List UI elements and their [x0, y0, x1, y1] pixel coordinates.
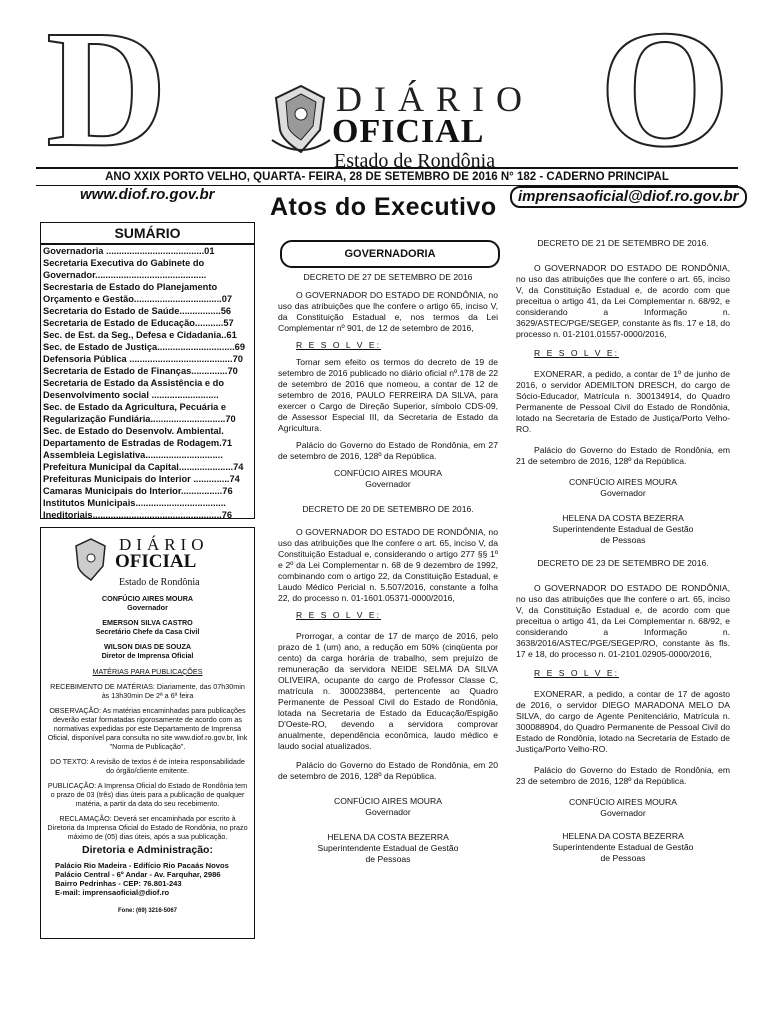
resolve-label: R E S O L V E: — [296, 340, 381, 350]
address-line-3: Bairro Pedrinhas - CEP: 76.801-243 — [55, 879, 182, 888]
signature-name: HELENA DA COSTA BEZERRA — [327, 832, 449, 842]
resolve-label: R E S O L V E: — [534, 348, 619, 358]
summary-title: SUMÁRIO — [41, 223, 254, 245]
decree-paragraph: EXONERAR, a pedido, a contar de 1º de junho de 2016, o servidor ADEMILTON DRESCH, do cargo de Sócio-Educador, Matrícula n. 300134914, do Quadro Permanente de Pessoal Civil do Estado de Rondônia, lotado na Secretaria de Estado de Justiça/Porto Velho-RO. — [516, 369, 730, 434]
summary-item: Camaras Municipais do Interior................76 — [43, 486, 233, 496]
signature-role: Governador — [600, 488, 646, 498]
summary-item: Institutos Municipais................................... — [43, 498, 226, 508]
decree-title: DECRETO DE 23 DE SETEMBRO DE 2016. — [537, 558, 709, 568]
summary-box — [40, 222, 255, 519]
decree-paragraph: Palácio do Governo do Estado de Rondônia, em 23 de setembro de 2016, 128º da República. — [516, 765, 730, 786]
summary-item: Orçamento e Gestão..................................07 — [43, 294, 233, 304]
credits-diario: DIÁRIO — [119, 535, 209, 554]
signature-role: de Pessoas — [365, 854, 411, 864]
recebimento-text: RECEBIMENTO DE MATÉRIAS: Diariamente, das 07h30min às 13h30min De 2ª a 6ª feira — [50, 682, 245, 700]
resolve-label: R E S O L V E: — [534, 668, 619, 678]
signature-role: Governador — [600, 808, 646, 818]
decree-title: DECRETO DE 27 DE SETEMBRO DE 2016 — [303, 272, 473, 282]
governor-name: CONFÚCIO AIRES MOURA — [101, 594, 194, 603]
credits-logo — [41, 532, 254, 592]
decree-title: DECRETO DE 21 DE SETEMBRO DE 2016. — [537, 238, 709, 248]
state-coat-of-arms-icon — [71, 536, 111, 586]
summary-item: Secretaria de Estado de Educação...........57 — [43, 318, 234, 328]
resolve-label: R E S O L V E: — [296, 610, 381, 620]
address-line-1: Palácio Rio Madeira - Edifício Rio Pacaás Novos — [55, 861, 229, 870]
summary-item: Prefeituras Municipais do Interior ..............74 — [43, 474, 240, 484]
secretary-role: Secretário Chefe da Casa Civil — [95, 627, 200, 636]
signature-name: CONFÚCIO AIRES MOURA — [334, 468, 442, 478]
decree-paragraph: Palácio do Governo do Estado de Rondônia, em 27 de setembro de 2016, 128º da República. — [278, 440, 498, 461]
summary-item: Secrestaria de Estado do Planejamento — [43, 282, 218, 292]
signature-role: de Pessoas — [600, 853, 646, 863]
decree-paragraph: O GOVERNADOR DO ESTADO DE RONDÔNIA, no uso das atribuições que lhe confere o art. 65, inciso V, da Constituição Estadual e, de acordo com que preceitua o artigo 41, da Lei Complementar n. 68/92, e considerando a Informação n. 3638/2016/ASTEC/PGE/SEGEP/RO, constante às fls. 17 e 18, do processo n. 01-2101.02905-0000/2016, — [516, 583, 730, 659]
summary-item: Secretaria do Estado de Saúde................56 — [43, 306, 232, 316]
admin-title: Diretoria e Administração: — [82, 844, 213, 856]
summary-item: Secretaria de Estado da Assistência e do — [43, 378, 225, 388]
summary-item: Ineditoriais..................................................76 — [43, 510, 233, 520]
masthead-letter-d: D — [46, 0, 168, 182]
column-right — [516, 238, 730, 864]
signature-role: Superintendente Estadual de Gestão — [552, 524, 694, 534]
signature-name: CONFÚCIO AIRES MOURA — [569, 797, 677, 807]
decree-paragraph: Palácio do Governo do Estado de Rondônia, em 21 de setembro de 2016, 128º da República. — [516, 445, 730, 466]
signature-role: de Pessoas — [600, 535, 646, 545]
masthead-credits-box — [40, 527, 255, 939]
decree-paragraph: Tornar sem efeito os termos do decreto de 19 de setembro de 2016 publicado no diário oficial nº.178 de 22 de setembro de 2016 que nomeou, a contar de 12 de setembro de 2016, PAULO FERREIRA DA SILVA, para exercer o Cargo de Direção Superior, símbolo CDS-09, de Assessor Especial III, da Secretaria de Estado da Agricultura. — [278, 357, 498, 433]
decree-paragraph: O GOVERNADOR DO ESTADO DE RONDÔNIA, no uso das atribuições que lhe confere o artigo 65, inciso V, da Constituição Estadual e, nos termos da Lei Complementar nº 901, de 12 de setembro de 2016, — [278, 290, 498, 333]
masthead-subtitle: Estado de Rondônia — [334, 150, 496, 172]
email-link[interactable]: imprensaoficial@diof.ro.gov.br — [510, 186, 747, 208]
masthead-title-oficial: OFICIAL — [332, 113, 485, 150]
summary-list — [41, 245, 254, 521]
section-title: Atos do Executivo — [270, 193, 497, 221]
texto-text: DO TEXTO: A revisão de textos é de inteira responsabilidade do órgão/cliente emitente. — [50, 757, 245, 775]
publicacao-text: PUBLICAÇÃO: A Imprensa Oficial do Estado de Rondônia tem o prazo de 03 (três) dias úteis para a publicação de qualquer matéria, a partir da data do seu recebimento. — [47, 781, 248, 808]
summary-item: Sec. de Estado da Agricultura, Pecuária e — [43, 402, 227, 412]
decree-paragraph: O GOVERNADOR DO ESTADO DE RONDÔNIA, no uso das atribuições que lhe confere o art. 65, inciso V, da Constituição Estadual e, de acordo com que preceitua o artigo 41, da Lei Complementar n. 68/92, e considerando a Informação n. 3629/ASTEC/PGE/SEGEP, constante às fls. 17 e 18, do processo n. 01-2101.01557-0000/2016, — [516, 263, 730, 339]
address-line-2: Palácio Central - 6º Andar - Av. Farquhar, 2986 — [55, 870, 221, 879]
decree-paragraph: EXONERAR, a pedido, a contar de 17 de agosto de 2016, o servidor DIEGO MARADONA MELO DA SILVA, do cargo de Agente Penitenciário, Matrícula n. 300088904, do Quadro Permanente de Pessoal Civil do Estado de Rondônia, lotado na Secretaria de Estado de Justiça/Porto Velho-RO. — [516, 689, 730, 754]
website-link[interactable]: www.diof.ro.gov.br — [80, 186, 215, 203]
signature-name: CONFÚCIO AIRES MOURA — [334, 796, 442, 806]
materias-title: MATÉRIAS PARA PUBLICAÇÕES — [92, 667, 203, 676]
summary-item: Departamento de Estradas de Rodagem.71 — [43, 438, 233, 448]
signature-role: Governador — [365, 479, 411, 489]
governadoria-header: GOVERNADORIA — [280, 240, 500, 268]
summary-item: Desenvolvimento social .......................... — [43, 390, 219, 400]
signature-name: HELENA DA COSTA BEZERRA — [562, 831, 684, 841]
state-coat-of-arms-icon — [266, 80, 336, 160]
masthead-title-diario: DIÁRIO — [336, 79, 534, 119]
signature-role: Superintendente Estadual de Gestão — [552, 842, 694, 852]
governor-role: Governador — [127, 603, 168, 612]
signature-role: Governador — [365, 807, 411, 817]
column-middle — [278, 272, 498, 865]
summary-item: Assembleia Legislativa.............................. — [43, 450, 223, 460]
secretary-name: EMERSON SILVA CASTRO — [102, 618, 193, 627]
summary-item: Governador........................................... — [43, 270, 207, 280]
summary-item: Sec. de Estado de Justiça..............................69 — [43, 342, 246, 352]
phone-number: Fone: (69) 3216-5067 — [117, 908, 178, 914]
issue-line: ANO XXIX PORTO VELHO, QUARTA- FEIRA, 28 DE SETEMBRO DE 2016 N° 182 - CADERNO PRINCIPAL — [36, 167, 738, 186]
signature-role: Superintendente Estadual de Gestão — [317, 843, 459, 853]
summary-item: Prefeitura Municipal da Capital.....................74 — [43, 462, 244, 472]
reclamacao-text: RECLAMAÇÃO: Deverá ser encaminhada por escrito à Diretoria da Imprensa Oficial do Estado de Rondônia, no prazo máximo de (05) dias úteis, após a sua publicação. — [47, 814, 248, 841]
observacao-text: OBSERVAÇÃO: As matérias encaminhadas para publicações deverão estar formatadas rigorosamente de acordo com as normativas expedidas por este Departamento de Imprensa Oficial, disponível para consulta no site www.diof.ro.gov.br, link "Norma de Publicação". — [47, 706, 248, 751]
credits-oficial: OFICIAL — [115, 551, 197, 572]
decree-paragraph: Palácio do Governo do Estado de Rondônia, em 20 de setembro de 2016, 128º da República. — [278, 760, 498, 781]
summary-item: Defensoria Pública ........................................70 — [43, 354, 243, 364]
summary-item: Secretaria Executiva do Gabinete do — [43, 258, 205, 268]
decree-paragraph: Prorrogar, a contar de 17 de março de 2016, pelo prazo de 1 (um) ano, a redução em 50% (cinqüenta por cento) da carga horária de trabalho, sem prejuízo de remuneração da servidora NEIDE SELMA DA SILVA OLIVEIRA, ocupante do cargo de Professor Classe C, matrícula n. 300023884, pertencente ao Quadro Permanente de Pessoal Civil do Estado de Rondônia, lotada na Secretaria de Estado da Educação/Espigão D'Oeste-RO, devendo a servidora comprovar anualmente, dependência econômica, laudo médico e laudo social atualizados. — [278, 631, 498, 751]
decree-paragraph: O GOVERNADOR DO ESTADO DE RONDÔNIA, no uso das atribuições que lhe confere o art. 65, inciso V, da Constituição Estadual e, considerando o artigo 277 §§ 1º e 2º da Lei Complementar n. 68 de 9 dezembro de 1992, combinando com o artigo 22, da Constituição Estadual, e Laudo Médico Pericial n. 5.507/2016, constante a folha 22, do processo n. 01-1601.05371-0000/2016, — [278, 527, 498, 603]
summary-item: Secretaria de Estado de Finanças..............70 — [43, 366, 238, 376]
address-email: E-mail: imprensaoficial@diof.ro — [55, 888, 170, 897]
summary-item: Governadoria ......................................01 — [43, 246, 215, 256]
summary-item: Regularização Fundiária.............................70 — [43, 414, 236, 424]
decree-title: DECRETO DE 20 DE SETEMBRO DE 2016. — [302, 504, 474, 514]
summary-item: Sec. de Est. da Seg., Defesa e Cidadania..61 — [43, 330, 237, 340]
director-name: WILSON DIAS DE SOUZA — [103, 642, 192, 651]
credits-estado: Estado de Rondônia — [119, 577, 200, 588]
summary-item: Sec. de Estado do Desenvolv. Ambiental. — [43, 426, 224, 436]
signature-name: CONFÚCIO AIRES MOURA — [569, 477, 677, 487]
signature-name: HELENA DA COSTA BEZERRA — [562, 513, 684, 523]
masthead-letter-o: O — [599, 0, 730, 182]
director-role: Diretor de Imprensa Oficial — [101, 651, 194, 660]
